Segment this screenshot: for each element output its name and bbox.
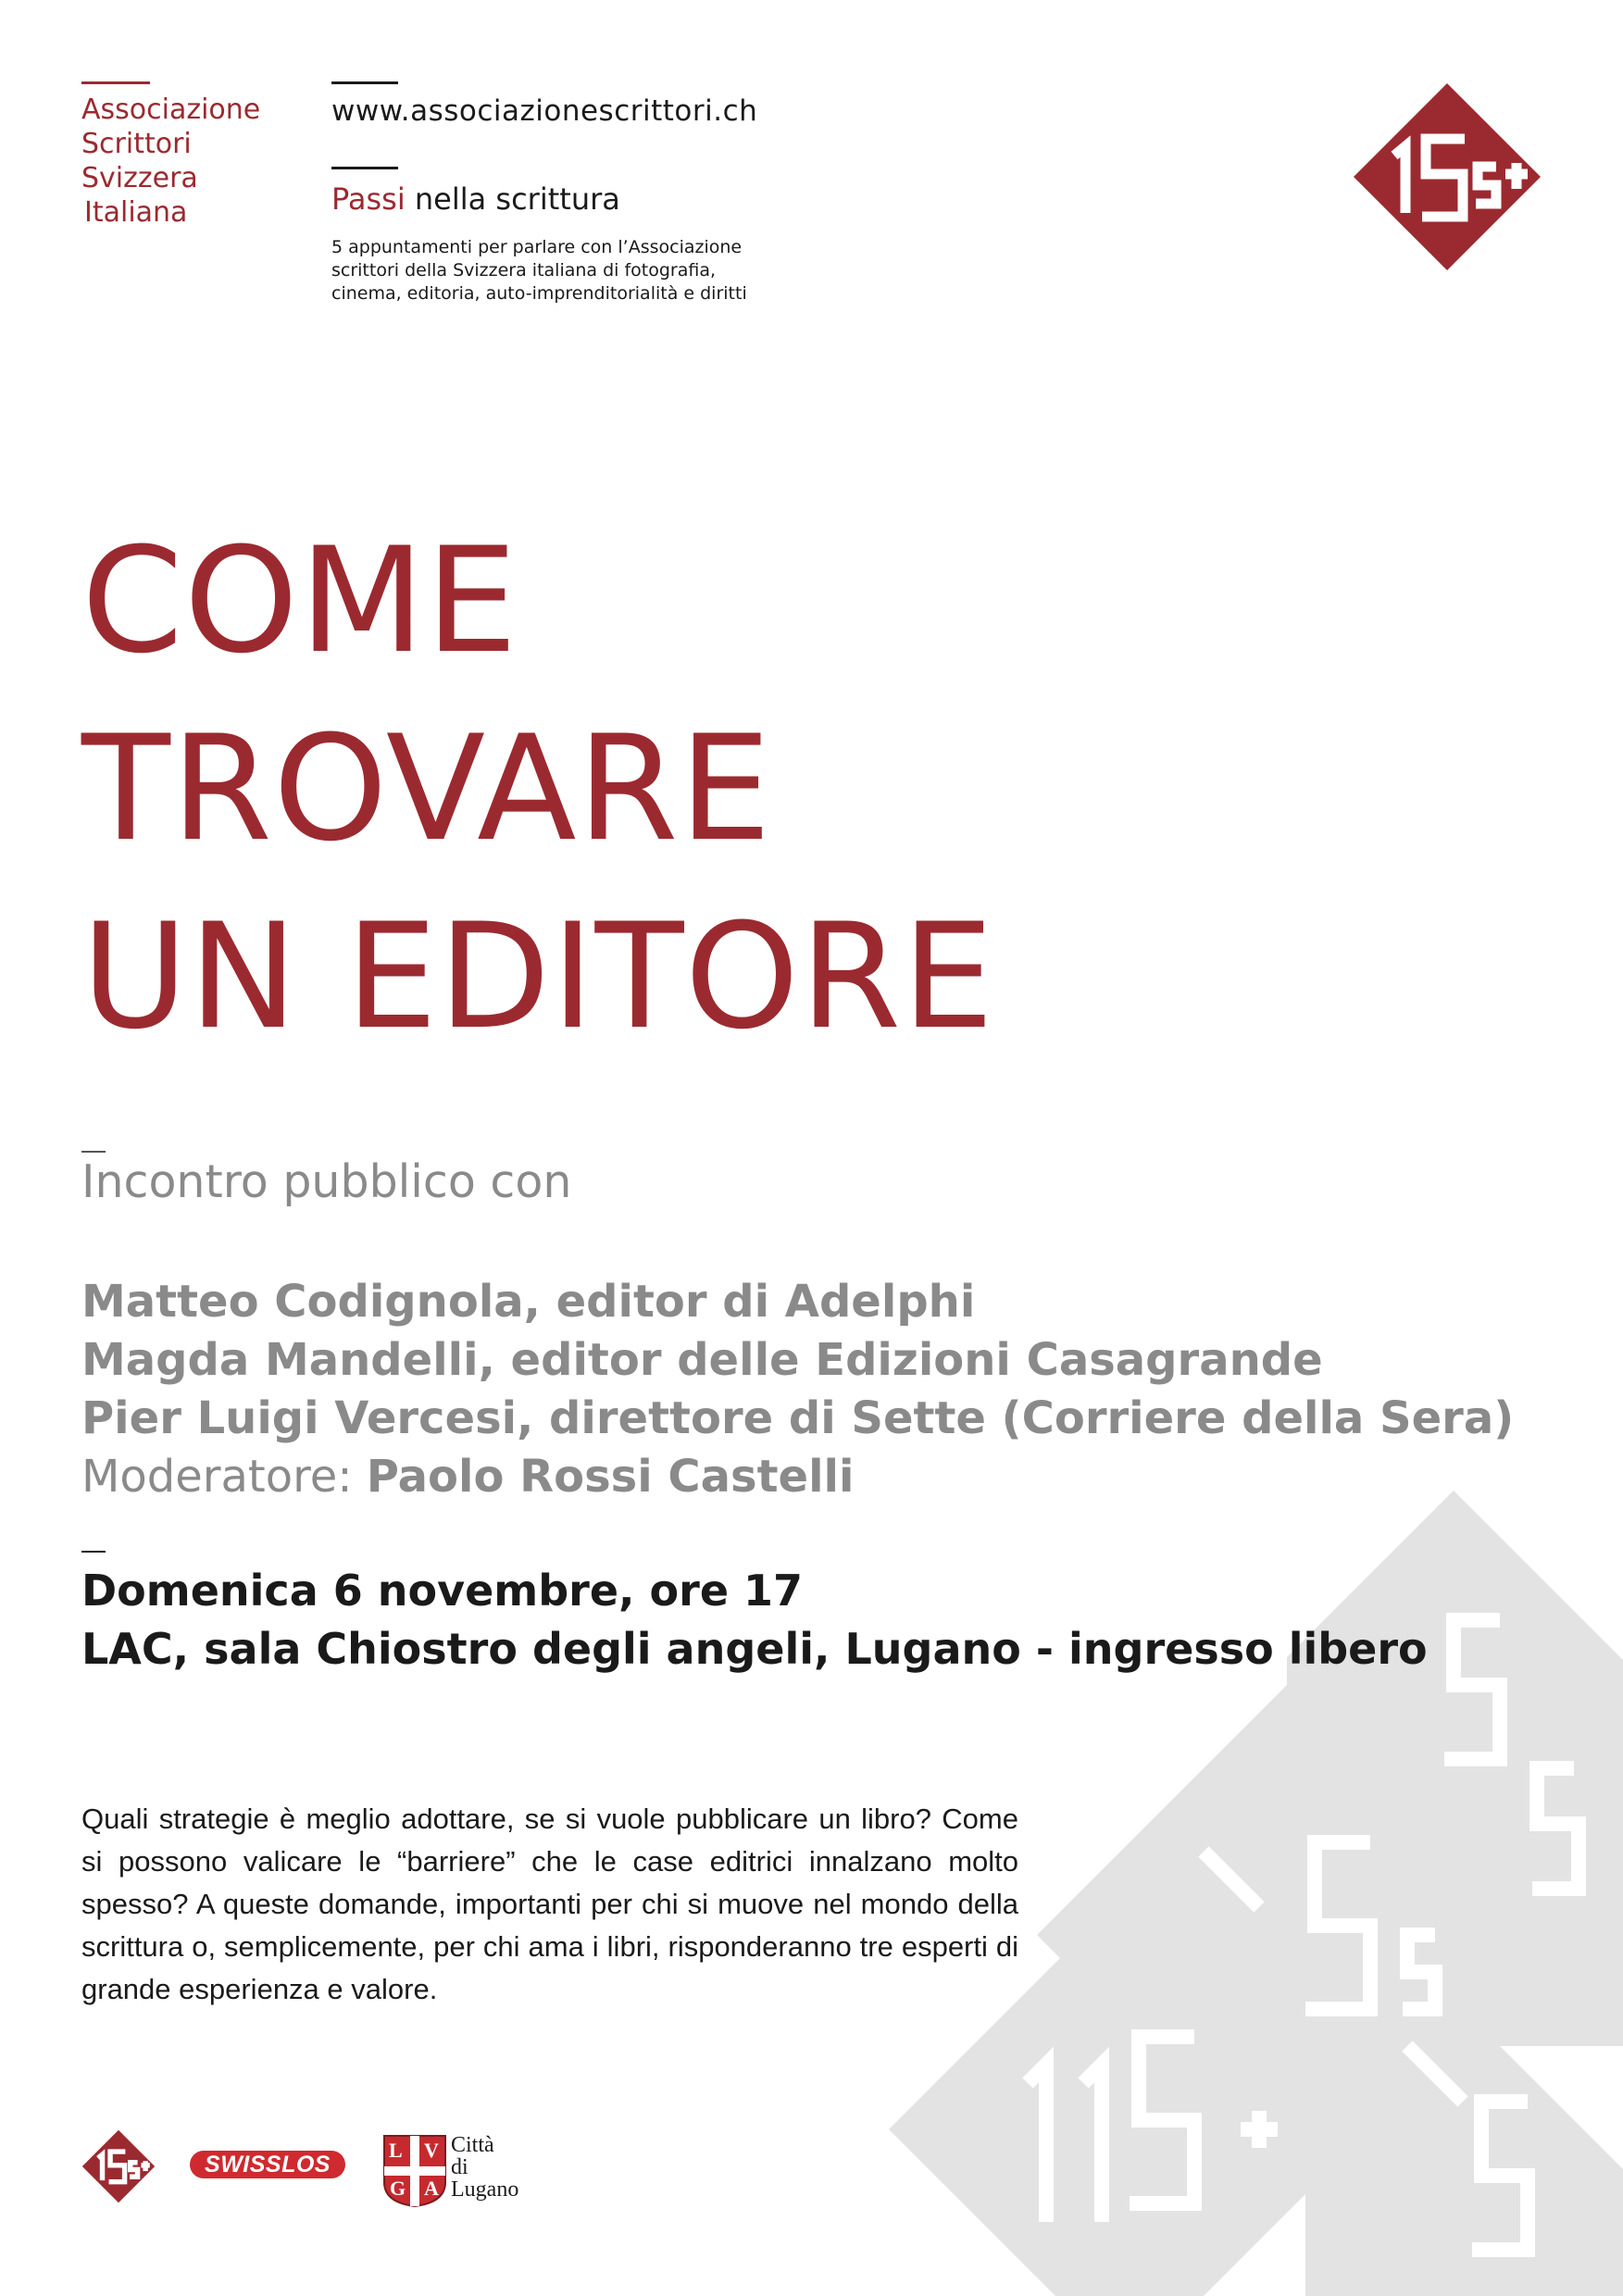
page-title xyxy=(81,507,994,1071)
citta-letter: G xyxy=(390,2177,406,2200)
series-title xyxy=(331,181,620,217)
organization-name xyxy=(81,93,260,230)
organization-line: Italiana xyxy=(84,196,188,229)
series-rule xyxy=(331,167,398,169)
lead-text: Incontro pubblico con xyxy=(81,1155,572,1208)
description: Quali strategie è meglio adottare, se si vuole pubblicare un libro? Come si possono valicare le “barriere” che le case editrici innalzano molto spesso? A queste domande, importanti per chi si muove nel mondo della scrittura o, semplicemente, per chi ama i libri, risponderanno tre esperti di grande esperienza e valore. xyxy=(81,1803,1018,2005)
series-title-suffix: nella scrittura xyxy=(405,181,620,217)
citta-text-line: di xyxy=(451,2155,468,2179)
title-line: TROVARE xyxy=(81,705,772,874)
footer-assi-logo-icon xyxy=(81,2129,156,2203)
event-date: Domenica 6 novembre, ore 17 xyxy=(81,1566,804,1616)
speaker-item: Magda Mandelli, editor delle Edizioni Casagrande xyxy=(81,1334,1323,1386)
speaker-item: Pier Luigi Vercesi, direttore di Sette (Corriere della Sera) xyxy=(81,1392,1515,1444)
website-link[interactable]: www.associazionescrittori.ch xyxy=(331,94,758,128)
swisslos-logo-icon xyxy=(190,2151,345,2178)
series-intro-line: 5 appuntamenti per parlare con l’Associazione xyxy=(331,237,743,257)
citta-letter: V xyxy=(424,2139,439,2162)
title-line: COME xyxy=(81,517,518,686)
section-dash xyxy=(81,1151,106,1153)
assi-logo-icon xyxy=(1352,81,1542,272)
citta-letter: L xyxy=(389,2139,403,2162)
speaker-list xyxy=(81,1273,1514,1506)
moderator-name: Paolo Rossi Castelli xyxy=(366,1451,855,1503)
title-line: UN EDITORE xyxy=(81,892,995,1062)
organization-line: Scrittori xyxy=(81,128,192,160)
citta-text-line: Città xyxy=(451,2133,494,2157)
citta-letter: A xyxy=(424,2177,439,2200)
event-venue: LAC, sala Chiostro degli angeli, Lugano - ingresso libero xyxy=(81,1624,1428,1674)
citta-text-line: Lugano xyxy=(451,2177,519,2202)
section-dash xyxy=(81,1551,106,1553)
citta-text xyxy=(451,2134,518,2201)
series-intro-line: scrittori della Svizzera italiana di fotografia, xyxy=(331,260,717,281)
website-rule xyxy=(331,81,398,84)
series-intro xyxy=(331,236,747,306)
organization-line: Svizzera xyxy=(81,162,198,194)
moderator xyxy=(81,1448,1514,1506)
moderator-label: Moderatore: xyxy=(81,1451,367,1503)
organization-line: Associazione xyxy=(81,94,261,126)
series-title-prefix: Passi xyxy=(331,181,406,217)
swisslos-text: SWISSLOS xyxy=(205,2152,331,2177)
series-intro-line: cinema, editoria, auto-imprenditorialità e diritti xyxy=(331,283,747,304)
org-rule xyxy=(81,81,150,84)
speaker-item: Matteo Codignola, editor di Adelphi xyxy=(81,1276,976,1328)
event-info xyxy=(81,1562,1428,1678)
